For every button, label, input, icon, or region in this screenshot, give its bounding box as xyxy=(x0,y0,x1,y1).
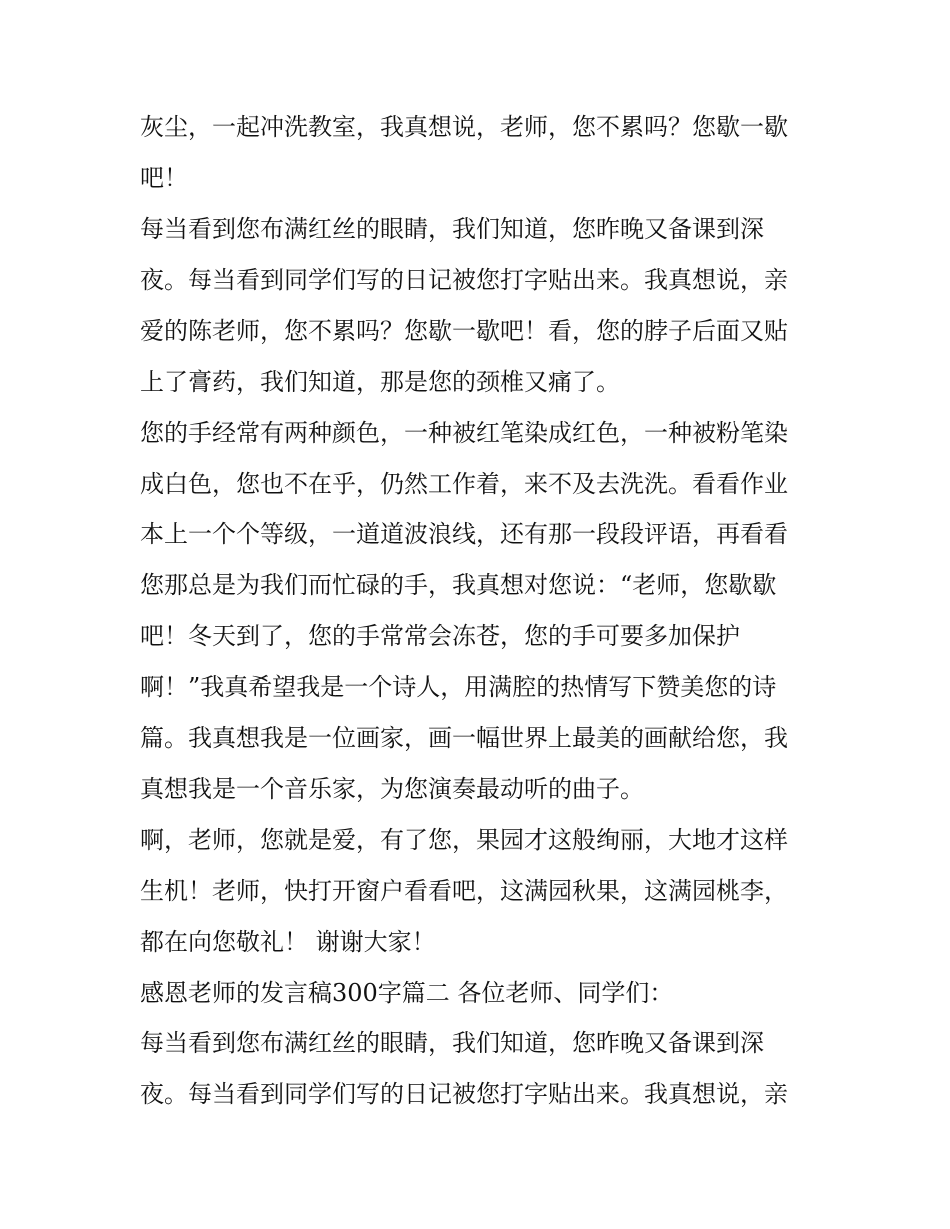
text-line: 成白色，您也不在乎，仍然工作着，来不及去洗洗。看看作业 xyxy=(140,470,788,498)
text-line: 感恩老师的发言稿300字篇二 各位老师、同学们： xyxy=(140,979,674,1007)
text-line: 夜。每当看到同学们写的日记被您打字贴出来。我真想说，亲 xyxy=(140,266,788,294)
text-line: 真想我是一个音乐家，为您演奏最动听的曲子。 xyxy=(140,775,644,803)
text-line: 灰尘，一起冲洗教室，我真想说，老师，您不累吗？您歇一歇 xyxy=(140,113,788,141)
text-line: 都在向您敬礼！ 谢谢大家！ xyxy=(140,928,436,956)
text-line: 每当看到您布满红丝的眼睛，我们知道，您昨晚又备课到深 xyxy=(140,215,764,243)
text-line: 生机！老师，快打开窗户看看吧，这满园秋果，这满园桃李， xyxy=(140,877,788,905)
text-line: 啊，老师，您就是爱，有了您，果园才这般绚丽，大地才这样 xyxy=(140,826,788,854)
text-line: 本上一个个等级，一道道波浪线，还有那一段段评语，再看看 xyxy=(140,520,788,548)
text-line: 吧！ xyxy=(140,164,188,192)
text-line: 每当看到您布满红丝的眼睛，我们知道，您昨晚又备课到深 xyxy=(140,1029,764,1057)
text-line: 上了膏药，我们知道，那是您的颈椎又痛了。 xyxy=(140,368,620,396)
text-line: 您的手经常有两种颜色，一种被红笔染成红色，一种被粉笔染 xyxy=(140,419,788,447)
text-line: 您那总是为我们而忙碌的手，我真想对您说：“老师，您歇歇 xyxy=(140,571,777,599)
text-line: 篇。我真想我是一位画家，画一幅世界上最美的画献给您，我 xyxy=(140,724,788,752)
text-line: 吧！冬天到了，您的手常常会冻苍，您的手可要多加保护 xyxy=(140,622,740,650)
text-line: 啊！”我真希望我是一个诗人，用满腔的热情写下赞美您的诗 xyxy=(140,673,777,701)
text-line: 夜。每当看到同学们写的日记被您打字贴出来。我真想说，亲 xyxy=(140,1080,788,1108)
text-line: 爱的陈老师，您不累吗？您歇一歇吧！看，您的脖子后面又贴 xyxy=(140,317,788,345)
